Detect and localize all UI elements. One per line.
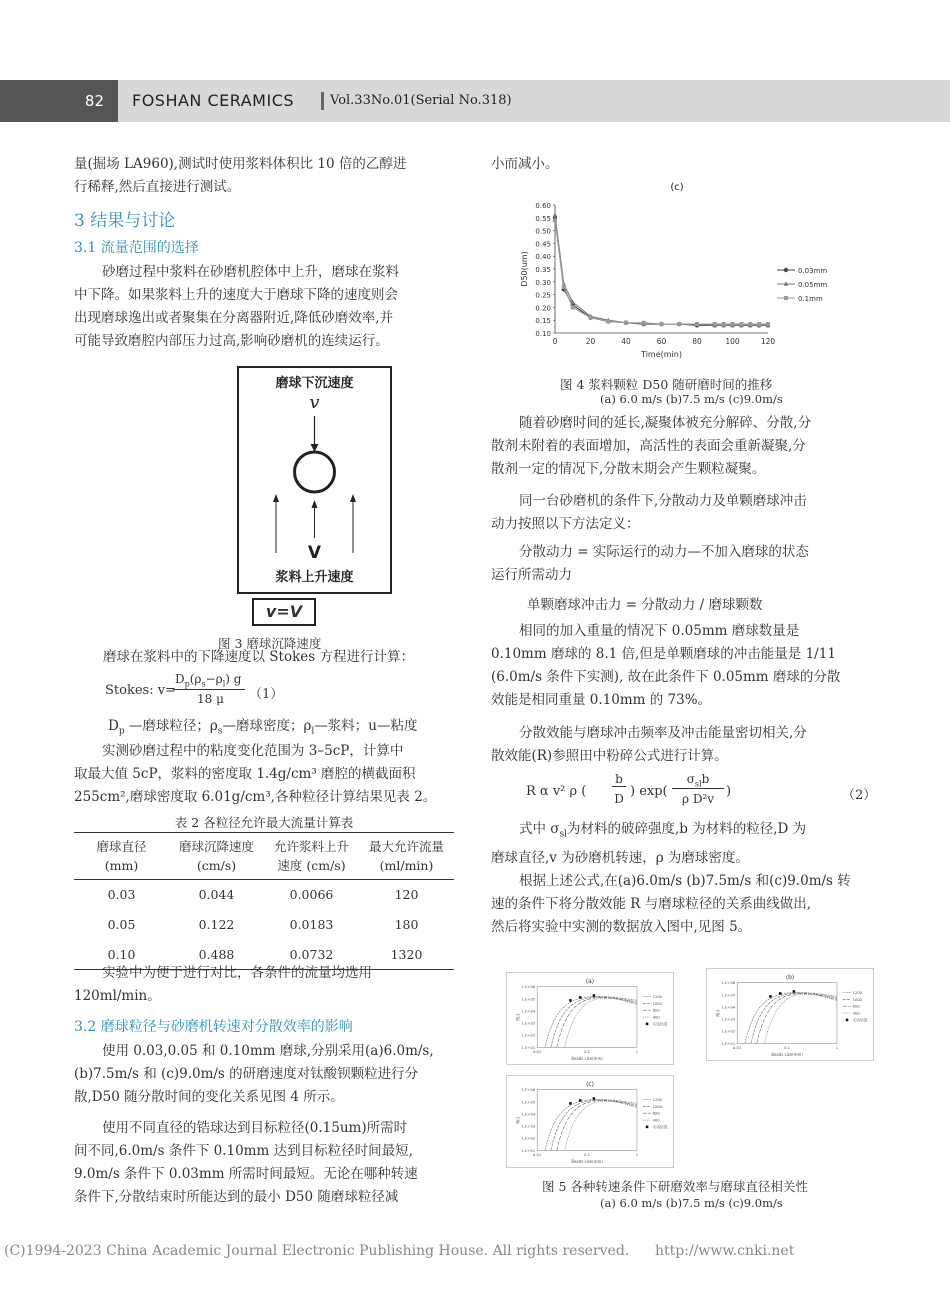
- right-paragraph-3: [491, 541, 809, 587]
- y-tick-label: 1.E+06: [721, 981, 736, 986]
- left-paragraph-4: [74, 740, 436, 809]
- eq2-left: R α v² ρ (: [526, 784, 587, 799]
- x-tick-label: 80: [692, 337, 702, 346]
- table-cell: 0.05: [107, 917, 136, 932]
- left-paragraph-3: 磨球在浆料中的下降速度以 Stokes 方程进行计算：: [103, 649, 414, 665]
- legend-label: 1200: [852, 990, 863, 995]
- text-line: 出现磨球逸出或者聚集在分离器附近,降低砂磨效率,并: [74, 310, 394, 326]
- text-line: 中下降。如果浆料上升的速度大于磨球下降的速度则会: [74, 287, 398, 303]
- chart-title: (c): [670, 182, 684, 193]
- text-line: 9.0m/s 条件下 0.03mm 所需时间最短。无论在哪种转速: [74, 1166, 418, 1182]
- text-line: 行稀释,然后直接进行测试。: [74, 179, 241, 195]
- text-line: 量(掘场 LA960),测试时使用浆料体积比 10 倍的乙醇进: [74, 156, 407, 172]
- plot-frame: [537, 1090, 637, 1151]
- y-tick-label: 0.10: [535, 330, 551, 338]
- figure-5c-panel: [506, 1075, 674, 1168]
- legend-marker: [846, 1019, 849, 1022]
- equation-number-2: （2）: [842, 788, 877, 803]
- text-line: 同一台砂磨机的条件下,分散动力及单颗磨球冲击: [519, 493, 807, 509]
- experimental-point: [569, 999, 572, 1002]
- data-point: [766, 322, 770, 326]
- text-line: 0.10mm 磨球的 8.1 倍,但是单颗磨球的冲击能量是 1/11: [491, 646, 836, 662]
- experimental-point: [793, 990, 796, 993]
- eq2-frac1-den: D: [614, 792, 624, 806]
- subsection-heading-3-2: 3.2 磨球粒径与砂磨机转速对分散效率的影响: [74, 1019, 353, 1035]
- y-tick-label: 0.45: [535, 240, 551, 249]
- figure-3-v-symbol: v: [309, 392, 320, 413]
- data-point: [757, 322, 761, 326]
- figure-3-caption: 图 3 磨球沉降速度: [218, 636, 322, 651]
- y-tick-label: 1.E+01: [521, 1045, 536, 1050]
- x-tick-label: 1: [635, 1050, 639, 1055]
- series-line-0.1mm: [555, 220, 768, 324]
- x-tick-label: 0.1: [784, 1046, 791, 1051]
- model-curve: [557, 1101, 637, 1151]
- data-point: [606, 319, 610, 323]
- header-divider: [321, 92, 324, 110]
- legend-label: 800: [652, 1111, 660, 1116]
- text-line: 可能导致磨腔内部压力过高,影响砂磨机的连续运行。: [74, 333, 389, 349]
- footer-copyright: (C)1994-2023 China Academic Journal Electronic Publishing House. All rights reserved.: [4, 1243, 630, 1259]
- x-tick-label: 60: [656, 337, 667, 346]
- data-point: [553, 213, 558, 217]
- table-row: [74, 880, 454, 910]
- figure-5-caption: 图 5 各种转速条件下研磨效率与磨球直径相关性: [542, 1179, 808, 1194]
- y-tick-label: 1.E+01: [721, 1041, 736, 1046]
- y-tick-label: 1.E+02: [521, 1136, 536, 1141]
- journal-volume: Vol.33No.01(Serial No.318): [330, 93, 512, 108]
- data-point: [553, 218, 557, 222]
- experimental-point: [769, 995, 772, 998]
- plot-frame: [737, 983, 837, 1044]
- right-paragraph-6: [491, 722, 807, 768]
- eq2-frac1-num: b: [612, 772, 626, 787]
- data-point: [731, 322, 735, 326]
- y-tick-label: 0.15: [535, 317, 551, 326]
- table-cell: 0.0732: [289, 946, 334, 962]
- y-tick-label: 1.E+02: [521, 1033, 536, 1038]
- y-tick-label: 1.E+03: [521, 1021, 536, 1026]
- series-line-0.03mm: [555, 218, 768, 326]
- x-axis-label: Time(min): [641, 350, 682, 359]
- table-2: [74, 832, 454, 970]
- x-axis-label: Beads size(mm): [571, 1056, 603, 1062]
- text-line: 效能是相同重量 0.10mm 的 73%。: [491, 692, 712, 708]
- legend-label: 实验结果: [652, 1125, 668, 1130]
- right-paragraph-8: [491, 870, 851, 939]
- x-tick-label: 1: [635, 1153, 639, 1158]
- data-point: [695, 322, 699, 326]
- x-axis-label: Beads size(mm): [571, 1159, 603, 1165]
- eq2-right: ): [726, 784, 732, 799]
- y-axis-label: R(-): [515, 1013, 521, 1021]
- text-line: 分散效能与磨球冲击频率及冲击能量密切相关,分: [519, 725, 807, 741]
- data-point: [713, 322, 717, 326]
- y-tick-label: 0.40: [535, 253, 551, 262]
- x-tick-label: 40: [621, 337, 631, 346]
- y-tick-label: 1.E+03: [721, 1017, 736, 1022]
- text-line: 磨球直径,v 为砂磨机转速，ρ 为磨球密度。: [491, 849, 749, 866]
- variable-definitions: $D_p$ —磨球粒径；$\rho_s—$磨球密度；$\rho_l—$浆料；u—粘度: [108, 718, 418, 737]
- table-cell: 1320: [390, 946, 423, 962]
- text-line: 255cm²,磨球密度取 6.01g/cm³,各种粒径计算结果见表 2。: [74, 789, 437, 805]
- text-line: 根据上述公式,在(a)6.0m/s (b)7.5m/s 和(c)9.0m/s 转: [519, 873, 851, 889]
- legend-label: 0.03mm: [798, 267, 828, 275]
- left-paragraph-6: [74, 1040, 434, 1109]
- table-cell: 180: [394, 917, 419, 932]
- text-line: 相同的加入重量的情况下 0.05mm 磨球数量是: [519, 623, 800, 639]
- legend-label: 800: [652, 1008, 660, 1013]
- text-line: 然后将实验中实测的数据放入图中,见图 5。: [491, 919, 752, 935]
- figure-3-equation: v=V: [252, 598, 316, 626]
- eq2-frac2-den: ρ D²v: [681, 792, 715, 806]
- legend-label: 0.05mm: [798, 281, 828, 289]
- figure-4-caption: 图 4 浆料颗粒 D50 随研磨时间的推移: [560, 377, 773, 392]
- table-header-cell: 磨球沉降速度 (cm/s): [178, 839, 254, 873]
- data-point: [562, 285, 566, 289]
- table-header-cell: 磨球直径 (mm): [96, 839, 147, 873]
- text-line: 实验中为便于进行对比，各条件的流量均选用: [102, 965, 372, 981]
- data-point: [624, 321, 628, 325]
- y-axis-label: R(-): [515, 1116, 521, 1124]
- legend-label: 400: [652, 1118, 660, 1123]
- y-tick-label: 1.E+04: [521, 1112, 536, 1117]
- right-paragraph-1: [491, 412, 811, 481]
- text-line: 运行所需动力: [491, 567, 572, 583]
- figure-4-subcaption: (a) 6.0 m/s (b)7.5 m/s (c)9.0m/s: [600, 392, 783, 406]
- text-line: 使用不同直径的锆球达到目标粒径(0.15um)所需时: [102, 1120, 408, 1136]
- model-curve: [551, 1100, 637, 1150]
- plot-frame: [537, 987, 637, 1048]
- eq2-frac2-num: $\sigma_{sl}b$: [672, 772, 724, 789]
- experimental-point: [593, 1097, 596, 1100]
- text-line: 砂磨过程中浆料在砂磨机腔体中上升，磨球在浆料: [102, 264, 399, 280]
- x-tick-label: 20: [585, 337, 596, 346]
- up-arrow-right-head: [350, 494, 356, 502]
- y-tick-label: 0.50: [535, 227, 551, 236]
- up-arrow-left-head: [273, 494, 279, 502]
- right-paragraph-5: [491, 620, 840, 712]
- figure-3-V-symbol: V: [307, 543, 322, 563]
- legend-label: 实验结果: [852, 1018, 868, 1023]
- right-paragraph-7: 式中 $\sigma_{sl}$为材料的破碎强度,b 为材料的粒径,D 为 磨球直径,v 为砂磨机转速，ρ 为磨球密度。: [491, 818, 806, 870]
- legend-label: 0.1mm: [798, 295, 823, 303]
- right-paragraph-2: [491, 490, 807, 536]
- table-cell: 0.03: [107, 887, 136, 903]
- legend-label: 800: [852, 1004, 860, 1009]
- table-cell: 0.0183: [289, 917, 334, 932]
- y-tick-label: 1.E+06: [521, 1088, 536, 1093]
- text-line: 实测砂磨过程中的粘度变化范围为 3–5cP，计算中: [102, 743, 404, 759]
- text-line: 使用 0.03,0.05 和 0.10mm 磨球,分别采用(a)6.0m/s,: [102, 1043, 434, 1059]
- model-curve: [751, 993, 837, 1043]
- text-line: (6.0m/s 条件下实测), 故在此条件下 0.05mm 磨球的分散: [491, 669, 841, 685]
- table-cell: 0.044: [198, 887, 235, 903]
- y-axis-label: D50(um): [520, 251, 529, 287]
- data-point: [642, 321, 646, 325]
- figure-4-chart: [505, 175, 828, 370]
- model-curve: [757, 994, 837, 1044]
- x-tick-label: 100: [725, 337, 740, 346]
- left-paragraph-2: [74, 261, 399, 353]
- figure-5a-panel: [506, 972, 674, 1065]
- x-tick-label: 0.1: [584, 1153, 591, 1158]
- model-curve: [557, 998, 637, 1048]
- y-tick-label: 1.E+06: [521, 985, 536, 990]
- bead-circle-icon: [295, 452, 335, 492]
- y-tick-label: 0.35: [535, 266, 551, 274]
- y-tick-label: 0.20: [535, 304, 551, 313]
- text-line: 动力按照以下方法定义：: [491, 516, 640, 532]
- legend-label: 1200: [652, 994, 663, 999]
- table-cell: 0.122: [198, 917, 235, 932]
- right-paragraph-4: 单颗磨球冲击力 = 分散动力 / 磨球颗数: [527, 597, 763, 613]
- stokes-label: Stokes: v=: [105, 683, 176, 698]
- legend-label: 400: [852, 1011, 860, 1016]
- text-line: 随着砂磨时间的延长,凝聚体被充分解碎、分散,分: [519, 415, 812, 431]
- left-paragraph-5: [74, 962, 372, 1008]
- legend-label: 实验结果: [652, 1022, 668, 1027]
- legend-marker: [784, 296, 788, 300]
- footer-url: http://www.cnki.net: [655, 1243, 795, 1259]
- eq2-mid: ) exp(: [630, 784, 668, 799]
- figure-3-top-label: 磨球下沉速度: [275, 376, 354, 391]
- experimental-point: [593, 994, 596, 997]
- table-header-cell: 最大允许流量 (ml/min): [368, 839, 444, 873]
- y-tick-label: 1.E+02: [721, 1029, 736, 1034]
- text-line: 速的条件下将分散效能 R 与磨球粒径的关系曲线做出,: [491, 896, 812, 912]
- model-curve: [565, 998, 637, 1047]
- table-row: [74, 910, 454, 940]
- equation-2: [526, 772, 876, 816]
- equation-number-1: （1）: [249, 687, 284, 702]
- data-point: [571, 305, 575, 309]
- experimental-point: [579, 1099, 582, 1102]
- x-tick-label: 1: [835, 1046, 839, 1051]
- y-tick-label: 1.E+01: [521, 1148, 536, 1153]
- figure-5b-panel: [706, 968, 874, 1061]
- right-paragraph-0: 小而减小。: [491, 156, 559, 172]
- legend-marker: [784, 268, 788, 272]
- text-line: 120ml/min。: [74, 988, 161, 1004]
- table-header-cell: 允许浆料上升 速度 (cm/s): [273, 839, 349, 873]
- table-cell: 0.0066: [289, 887, 334, 903]
- y-tick-label: 0.60: [535, 202, 551, 210]
- legend-label: 1000: [652, 1001, 663, 1006]
- x-axis-label: Beads size(mm): [771, 1052, 803, 1058]
- y-tick-label: 1.E+05: [521, 1100, 536, 1105]
- panel-label: (c): [586, 1081, 594, 1088]
- y-tick-label: 0.25: [535, 291, 551, 300]
- page-number: 82: [0, 80, 118, 122]
- data-point: [660, 322, 664, 326]
- y-tick-label: 1.E+05: [521, 997, 536, 1002]
- text-line: 散效能(R)参照田中粉碎公式进行计算。: [491, 748, 728, 764]
- text-line: 分散动力 = 实际运行的动力—不加入磨球的状态: [519, 544, 809, 560]
- text-line: 条件下,分散结束时所能达到的最小 D50 随磨球粒径减: [74, 1189, 399, 1205]
- legend-marker: [646, 1126, 649, 1129]
- y-axis-label: R(-): [715, 1009, 721, 1017]
- series-line-0.05mm: [555, 215, 768, 325]
- x-tick-label: 120: [760, 337, 776, 346]
- legend-label: 1000: [852, 997, 863, 1002]
- x-tick-label: 0.01: [533, 1050, 542, 1055]
- experimental-point: [569, 1102, 572, 1105]
- text-line: 散剂一定的情况下,分散末期会产生颗粒凝聚。: [491, 461, 766, 477]
- experimental-point: [579, 996, 582, 999]
- text-line: 散剂未附着的表面增加，高活性的表面会重新凝聚,分: [491, 438, 806, 454]
- y-tick-label: 1.E+04: [721, 1005, 736, 1010]
- model-curve: [551, 997, 637, 1047]
- stokes-numerator: $D_p(\rho_s-\rho_l)$ g: [173, 672, 245, 690]
- table-2-caption: 表 2 各粒径允许最大流量计算表: [174, 815, 354, 830]
- y-tick-label: 0.55: [535, 214, 551, 223]
- left-paragraph-1: [74, 153, 406, 199]
- y-tick-label: 1.E+04: [521, 1009, 536, 1014]
- x-tick-label: 0.01: [533, 1153, 542, 1158]
- y-tick-label: 1.E+05: [721, 993, 736, 998]
- figure-3-graphic: [239, 368, 390, 592]
- y-tick-label: 1.E+03: [521, 1124, 536, 1129]
- figure-3-bottom-label: 浆料上升速度: [275, 570, 354, 585]
- legend-marker: [646, 1023, 649, 1026]
- panel-label: (a): [585, 978, 595, 985]
- stokes-denominator: 18 μ: [197, 692, 224, 706]
- up-arrow-mid-head: [312, 500, 318, 508]
- model-curve: [565, 1101, 637, 1150]
- x-tick-label: 0.01: [733, 1046, 742, 1051]
- legend-label: 1000: [652, 1104, 663, 1109]
- x-tick-label: 0: [552, 337, 558, 346]
- text-line: (b)7.5m/s 和 (c)9.0m/s 的研磨速度对钛酸钡颗粒进行分: [74, 1066, 419, 1082]
- data-point: [589, 316, 593, 320]
- panel-label: (b): [785, 974, 795, 981]
- text-line: 取最大值 5cP，浆料的密度取 1.4g/cm³ 磨腔的横截面积: [74, 766, 416, 782]
- left-paragraph-7: [74, 1117, 418, 1209]
- data-point: [722, 322, 726, 326]
- experimental-point: [779, 992, 782, 995]
- model-curve: [765, 994, 837, 1043]
- journal-title: FOSHAN CERAMICS: [132, 91, 295, 110]
- data-point: [677, 322, 681, 326]
- subsection-heading-3-1: 3.1 流量范围的选择: [74, 240, 199, 256]
- section-heading-3: 3 结果与讨论: [74, 211, 176, 231]
- text-line: 散,D50 随分散时间的变化关系见图 4 所示。: [74, 1089, 344, 1105]
- figure-3-diagram: [237, 366, 392, 594]
- table-cell: 120: [394, 887, 419, 903]
- data-point: [748, 322, 752, 326]
- data-point: [739, 322, 743, 326]
- figure-5-subcaption: (a) 6.0 m/s (b)7.5 m/s (c)9.0m/s: [600, 1196, 783, 1210]
- legend-label: 400: [652, 1015, 660, 1020]
- text-line: 间不同,6.0m/s 条件下 0.10mm 达到目标粒径时间最短,: [74, 1143, 413, 1159]
- table-header-row: [74, 833, 454, 880]
- table-cell: 0.10: [107, 946, 136, 962]
- legend-label: 1200: [652, 1097, 663, 1102]
- y-tick-label: 0.30: [535, 278, 551, 287]
- x-tick-label: 0.1: [584, 1050, 591, 1055]
- table-cell: 0.488: [198, 946, 235, 962]
